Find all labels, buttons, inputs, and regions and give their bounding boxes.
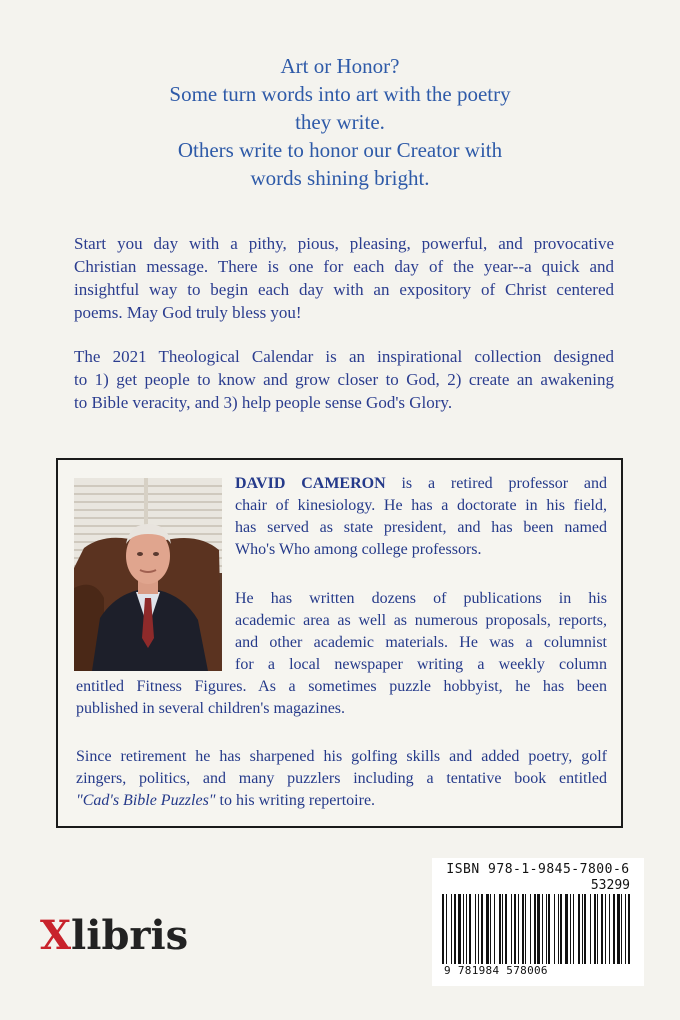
barcode-bar	[554, 894, 555, 964]
barcode-bar	[578, 894, 580, 964]
isbn-barcode	[432, 858, 644, 986]
barcode-bar	[499, 894, 501, 964]
text-line	[76, 790, 607, 812]
barcode-bar	[621, 894, 622, 964]
poem-line: they write.	[295, 110, 385, 134]
description-paragraph-1	[74, 232, 614, 324]
barcode-bars	[442, 894, 634, 964]
author-photo	[74, 478, 222, 671]
author-name: DAVID CAMERON	[235, 475, 386, 492]
barcode-bar	[558, 894, 559, 964]
text-line: and other academic materials. He was a columnist	[235, 634, 607, 651]
barcode-bar	[625, 894, 626, 964]
isbn-number: ISBN 978-1-9845-7800-6	[446, 862, 630, 877]
barcode-bar	[617, 894, 620, 964]
description-paragraph-2	[74, 345, 614, 414]
barcode-bar	[590, 894, 591, 964]
text-line: insightful way to begin each day with an expository of Christ centered	[74, 280, 614, 299]
text-span: to his writing repertoire.	[215, 792, 376, 809]
barcode-bar	[548, 894, 550, 964]
poem-line: Some turn words into art with the poetry	[169, 82, 511, 106]
barcode-bar	[542, 894, 543, 964]
barcode-bar	[478, 894, 479, 964]
barcode-bar	[573, 894, 574, 964]
barcode-bar	[584, 894, 586, 964]
barcode-bar	[597, 894, 598, 964]
barcode-bar	[469, 894, 471, 964]
poem-line: words shining bright.	[250, 166, 430, 190]
logo-text: libris	[71, 912, 189, 959]
bio-paragraph-2-continued	[76, 676, 607, 720]
barcode-bar	[522, 894, 524, 964]
text-line: zingers, politics, and many puzzlers including a tentative book entitled	[76, 770, 607, 787]
barcode-bar	[530, 894, 531, 964]
barcode-bar	[490, 894, 491, 964]
barcode-bar	[454, 894, 456, 964]
barcode-bar	[546, 894, 547, 964]
barcode-bar	[537, 894, 540, 964]
barcode-bar	[609, 894, 610, 964]
author-bio-box	[56, 458, 623, 828]
barcode-bar	[628, 894, 630, 964]
text-line: academic area as well as numerous proposals, reports,	[235, 612, 607, 629]
text-line: Who's Who among college professors.	[235, 541, 482, 558]
text-line	[235, 473, 607, 495]
barcode-bar	[466, 894, 467, 964]
barcode-bar	[463, 894, 464, 964]
barcode-bar	[475, 894, 476, 964]
barcode-bar	[514, 894, 516, 964]
text-line: published in several children's magazines.	[76, 700, 346, 717]
text-line: for a local newspaper writing a weekly column	[235, 656, 607, 673]
barcode-bar	[442, 894, 444, 964]
barcode-bar	[582, 894, 583, 964]
barcode-bar	[601, 894, 603, 964]
bio-paragraph-2	[235, 588, 607, 676]
text-line: poems. May God truly bless you!	[74, 303, 302, 322]
barcode-bar	[560, 894, 562, 964]
barcode-bar	[458, 894, 461, 964]
barcode-bar	[502, 894, 503, 964]
barcode-bar	[570, 894, 571, 964]
barcode-bar	[505, 894, 507, 964]
barcode-bar	[525, 894, 526, 964]
barcode-bar	[446, 894, 447, 964]
barcode-bar	[534, 894, 536, 964]
text-line: to 1) get people to know and grow closer to God, 2) create an awakening	[74, 370, 614, 389]
text-line: Start you day with a pithy, pious, pleasing, powerful, and provocative	[74, 234, 614, 253]
text-line: The 2021 Theological Calendar is an inspirational collection designed	[74, 347, 614, 366]
text-line: entitled Fitness Figures. As a sometimes puzzle hobbyist, he has been	[76, 678, 607, 695]
barcode-bar	[613, 894, 615, 964]
poem-line: Art or Honor?	[280, 54, 400, 78]
price-code: 53299	[590, 878, 630, 893]
bio-paragraph-1	[235, 473, 607, 561]
text-line: has served as state president, and has been named	[235, 519, 607, 536]
barcode-bar	[451, 894, 452, 964]
text-line: He has written dozens of publications in his	[235, 590, 607, 607]
barcode-bar	[605, 894, 606, 964]
text-line: chair of kinesiology. He has a doctorate in his field,	[235, 497, 607, 514]
text-line: to Bible veracity, and 3) help people sense God's Glory.	[74, 393, 453, 412]
logo-x: X	[40, 912, 72, 959]
barcode-bar	[565, 894, 568, 964]
book-title: "Cad's Bible Puzzles"	[76, 792, 216, 809]
barcode-bar	[518, 894, 519, 964]
barcode-bar	[594, 894, 596, 964]
barcode-bar	[481, 894, 483, 964]
poem-line: Others write to honor our Creator with	[177, 138, 503, 162]
barcode-number: 9 781984 578006	[444, 964, 548, 977]
tagline-poem	[60, 52, 620, 192]
barcode-bar	[511, 894, 512, 964]
bio-paragraph-3	[76, 746, 607, 812]
barcode-bar	[486, 894, 489, 964]
text-line: Since retirement he has sharpened his golfing skills and added poetry, golf	[76, 748, 607, 765]
barcode-bar	[494, 894, 495, 964]
publisher-logo	[40, 912, 188, 959]
text-span: is a retired professor and	[385, 475, 607, 492]
text-line: Christian message. There is one for each day of the year--a quick and	[74, 257, 614, 276]
